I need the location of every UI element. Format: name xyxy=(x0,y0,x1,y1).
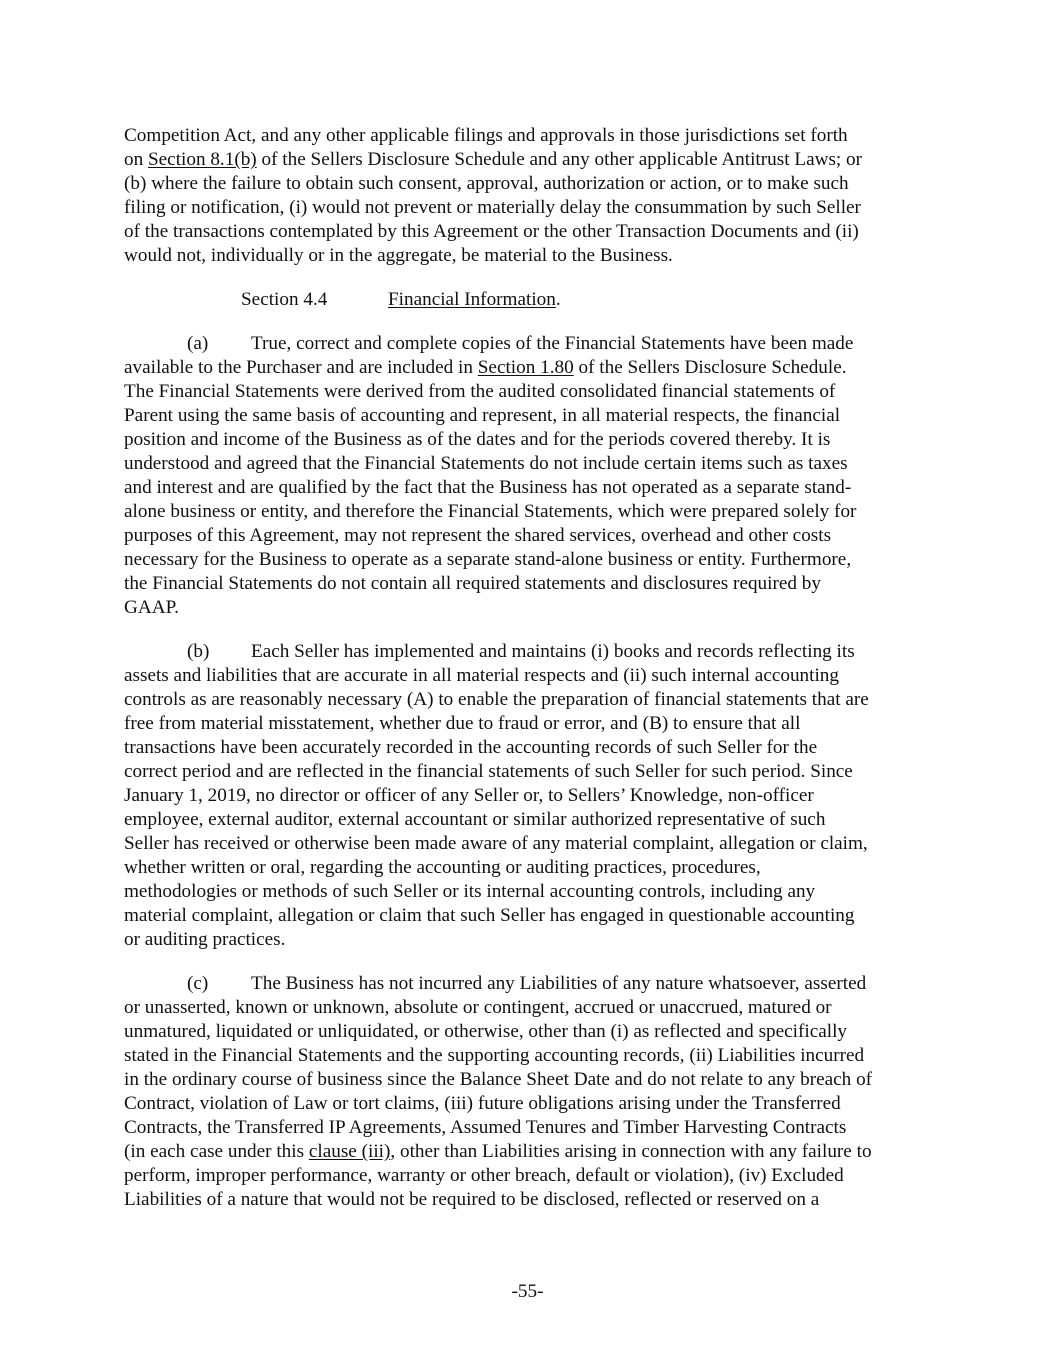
text-line: necessary for the Business to operate as a separate stand-alone business or entity. Furthermore, xyxy=(124,549,852,570)
text-fragment: of the Sellers Disclosure Schedule. xyxy=(573,357,847,378)
text-line xyxy=(124,332,936,356)
text-line: Competition Act, and any other applicable filings and approvals in those jurisdictions set forth xyxy=(124,125,848,146)
text-line: (b) where the failure to obtain such consent, approval, authorization or action, or to make such xyxy=(124,173,849,194)
text-fragment: , other than Liabilities arising in connection with any failure to xyxy=(390,1141,872,1162)
text-fragment: The Business has not incurred any Liabilities of any nature whatsoever, asserted xyxy=(251,973,867,994)
section-title-wrap xyxy=(388,288,561,312)
section-number: Section 4.4 xyxy=(241,289,328,310)
text-line: Liabilities of a nature that would not be required to be disclosed, reflected or reserved on a xyxy=(124,1189,820,1210)
text-line: understood and agreed that the Financial Statements do not include certain items such as taxes xyxy=(124,453,848,474)
text-line: Parent using the same basis of accounting and represent, in all material respects, the financial xyxy=(124,405,841,426)
text-fragment: of the Sellers Disclosure Schedule and any other applicable Antitrust Laws; or xyxy=(261,149,863,170)
text-line xyxy=(124,356,936,380)
section-title-period: . xyxy=(555,289,561,310)
paragraph-a xyxy=(124,332,936,620)
section-1-80-reference: Section 1.80 xyxy=(477,357,574,378)
text-line: The Financial Statements were derived from the audited consolidated financial statements of xyxy=(124,381,836,402)
text-line: filing or notification, (i) would not prevent or materially delay the consummation by such Seller xyxy=(124,197,861,218)
text-line: assets and liabilities that are accurate in all material respects and (ii) such internal accounting xyxy=(124,665,839,686)
text-line: material complaint, allegation or claim that such Seller has engaged in questionable accounting xyxy=(124,905,855,926)
text-line: stated in the Financial Statements and the supporting accounting records, (ii) Liabilities incurred xyxy=(124,1045,865,1066)
text-line: January 1, 2019, no director or officer of any Seller or, to Sellers’ Knowledge, non-officer xyxy=(124,785,814,806)
text-line: GAAP. xyxy=(124,597,179,618)
text-line: free from material misstatement, whether due to fraud or error, and (B) to ensure that all xyxy=(124,713,801,734)
section-heading xyxy=(124,288,936,312)
section-title: Financial Information xyxy=(388,289,556,310)
paragraph-label: (c) xyxy=(187,973,209,994)
text-fragment: on xyxy=(124,149,148,170)
page-number: -55- xyxy=(511,1281,544,1302)
text-line: purposes of this Agreement, may not represent the shared services, overhead and other costs xyxy=(124,525,832,546)
text-line: or auditing practices. xyxy=(124,929,286,950)
text-line xyxy=(124,1140,936,1164)
clause-iii-reference: clause (iii) xyxy=(308,1141,391,1162)
text-fragment: (in each case under this xyxy=(124,1141,309,1162)
text-line: transactions have been accurately recorded in the accounting records of such Seller for the xyxy=(124,737,818,758)
paragraph-c xyxy=(124,972,936,1212)
text-line: or unasserted, known or unknown, absolute or contingent, accrued or unaccrued, matured or xyxy=(124,997,832,1018)
text-line: methodologies or methods of such Seller or its internal accounting controls, including any xyxy=(124,881,816,902)
text-line: Contracts, the Transferred IP Agreements, Assumed Tenures and Timber Harvesting Contracts xyxy=(124,1117,847,1138)
text-line: unmatured, liquidated or unliquidated, or otherwise, other than (i) as reflected and specifically xyxy=(124,1021,848,1042)
text-line: correct period and are reflected in the financial statements of such Seller for such period. Since xyxy=(124,761,853,782)
text-line xyxy=(124,972,936,996)
text-line: whether written or oral, regarding the accounting or auditing practices, procedures, xyxy=(124,857,761,878)
text-line: and interest and are qualified by the fact that the Business has not operated as a separate stand- xyxy=(124,477,852,498)
text-line xyxy=(124,148,936,172)
text-line xyxy=(124,640,936,664)
paragraph-label: (b) xyxy=(187,641,210,662)
text-line: in the ordinary course of business since the Balance Sheet Date and do not relate to any breach of xyxy=(124,1069,873,1090)
document-page xyxy=(124,124,936,1232)
section-8-1b-reference: Section 8.1(b) xyxy=(147,149,257,170)
text-fragment: Each Seller has implemented and maintains (i) books and records reflecting its xyxy=(251,641,855,662)
text-line: Seller has received or otherwise been made aware of any material complaint, allegation or claim, xyxy=(124,833,868,854)
paragraph-label: (a) xyxy=(187,333,209,354)
text-line: employee, external auditor, external accountant or similar authorized representative of such xyxy=(124,809,826,830)
text-fragment: True, correct and complete copies of the Financial Statements have been made xyxy=(251,333,854,354)
text-line: of the transactions contemplated by this Agreement or the other Transaction Documents and (ii) xyxy=(124,221,859,242)
text-line: position and income of the Business as of the dates and for the periods covered thereby. It is xyxy=(124,429,831,450)
text-line: would not, individually or in the aggregate, be material to the Business. xyxy=(124,245,673,266)
text-line: controls as are reasonably necessary (A) to enable the preparation of financial statements that are xyxy=(124,689,869,710)
text-line: the Financial Statements do not contain all required statements and disclosures required by xyxy=(124,573,821,594)
text-line: Contract, violation of Law or tort claims, (iii) future obligations arising under the Transferred xyxy=(124,1093,841,1114)
text-line: alone business or entity, and therefore the Financial Statements, which were prepared solely for xyxy=(124,501,857,522)
text-fragment: available to the Purchaser and are included in xyxy=(124,357,478,378)
paragraph-b xyxy=(124,640,936,952)
intro-paragraph xyxy=(124,124,936,268)
text-line: perform, improper performance, warranty or other breach, default or violation), (iv) Excluded xyxy=(124,1165,844,1186)
